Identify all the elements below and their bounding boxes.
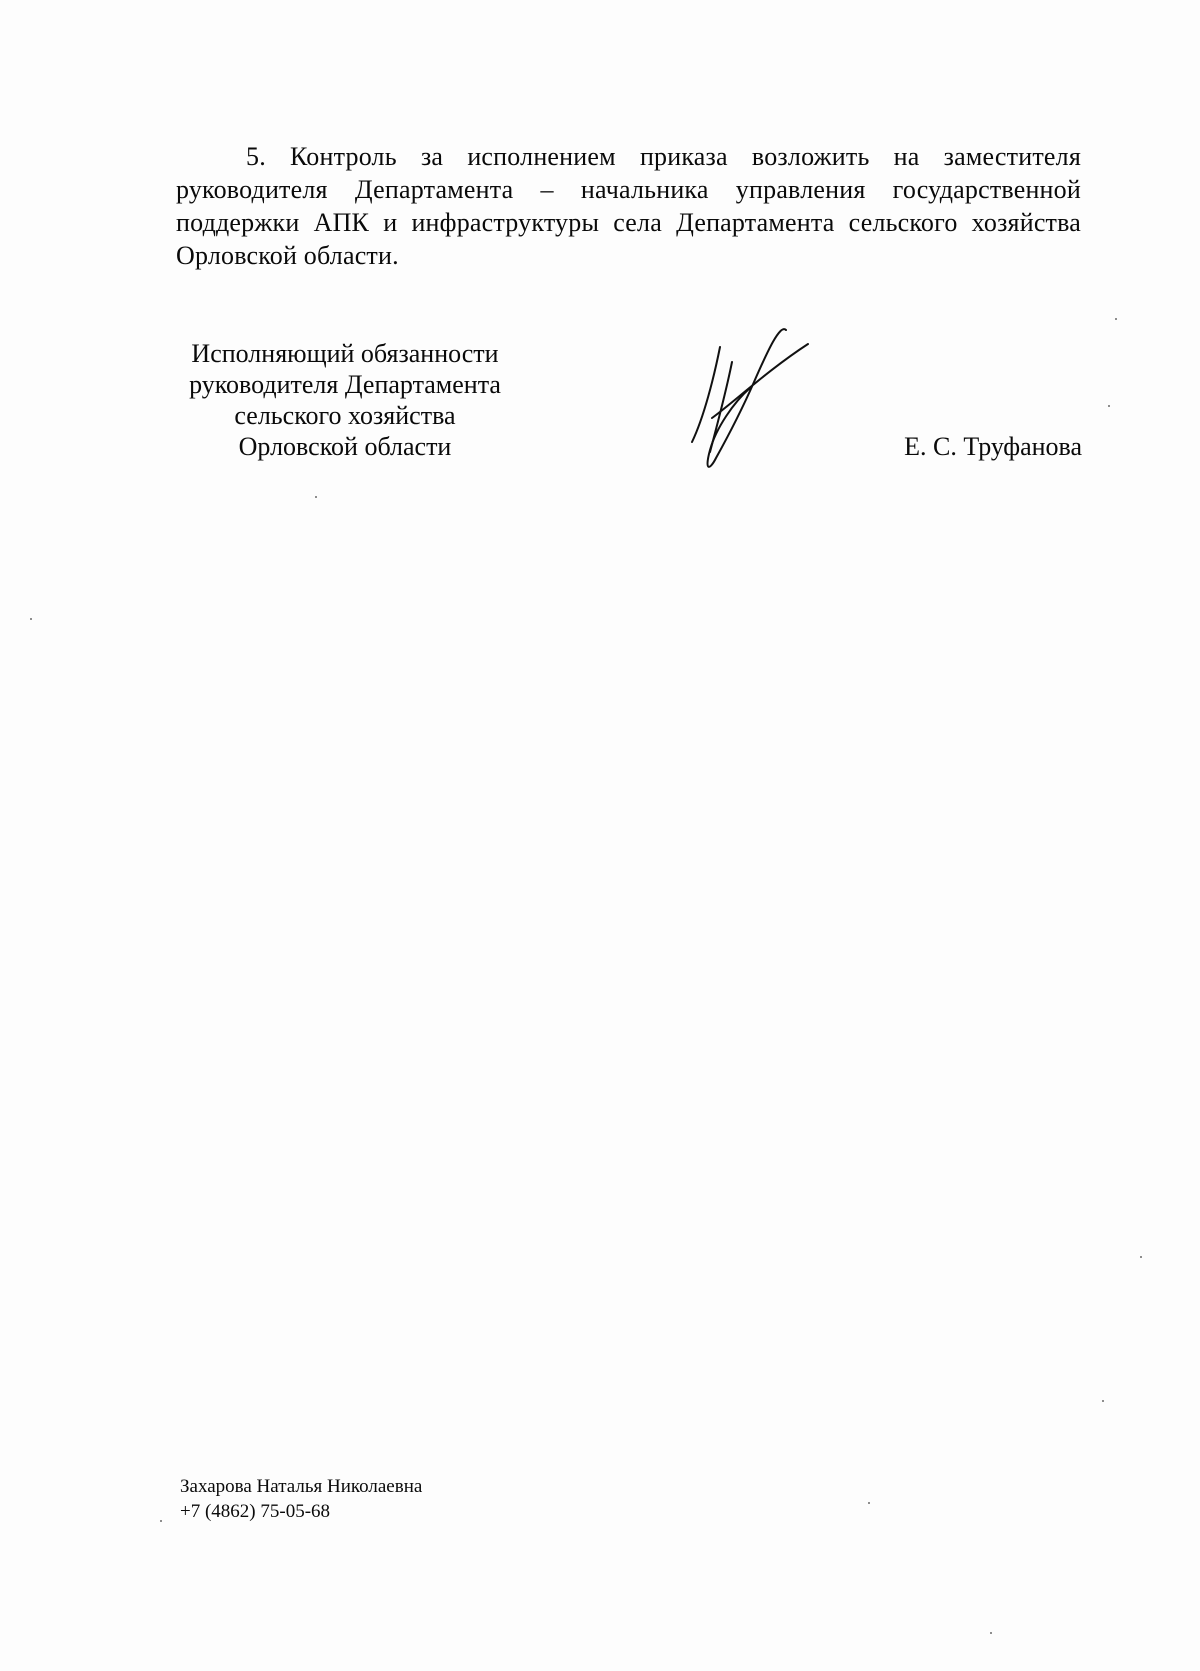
executor-info <box>180 1474 422 1524</box>
scan-speck <box>30 618 32 620</box>
handwritten-signature-icon <box>690 322 820 472</box>
paragraph-item-5: 5. Контроль за исполнением приказа возложить на заместителя руководителя Департамента – начальника управления государственной поддержки АПК и инфраструктуры села Департамента сельского хозяйства Орловской области. <box>176 142 1081 270</box>
scan-speck <box>1140 1256 1142 1258</box>
scan-speck <box>315 496 317 498</box>
signer-position-line-1: Исполняющий обязанности <box>191 339 499 368</box>
executor-name: Захарова Наталья Николаевна <box>180 1476 423 1497</box>
signer-position-line-3: сельского хозяйства <box>234 401 456 430</box>
scan-speck <box>1108 405 1110 407</box>
signer-position <box>170 338 520 462</box>
scan-speck <box>990 1632 992 1634</box>
scan-speck <box>1102 1400 1104 1402</box>
scan-speck <box>868 1502 870 1504</box>
signer-name: Е. С. Труфанова <box>904 432 1082 461</box>
scan-speck <box>160 1520 162 1522</box>
scan-speck <box>1115 318 1117 320</box>
executor-phone: +7 (4862) 75-05-68 <box>180 1501 331 1522</box>
signer-position-line-2: руководителя Департамента <box>189 370 501 399</box>
signer-position-line-4: Орловской области <box>238 432 452 461</box>
